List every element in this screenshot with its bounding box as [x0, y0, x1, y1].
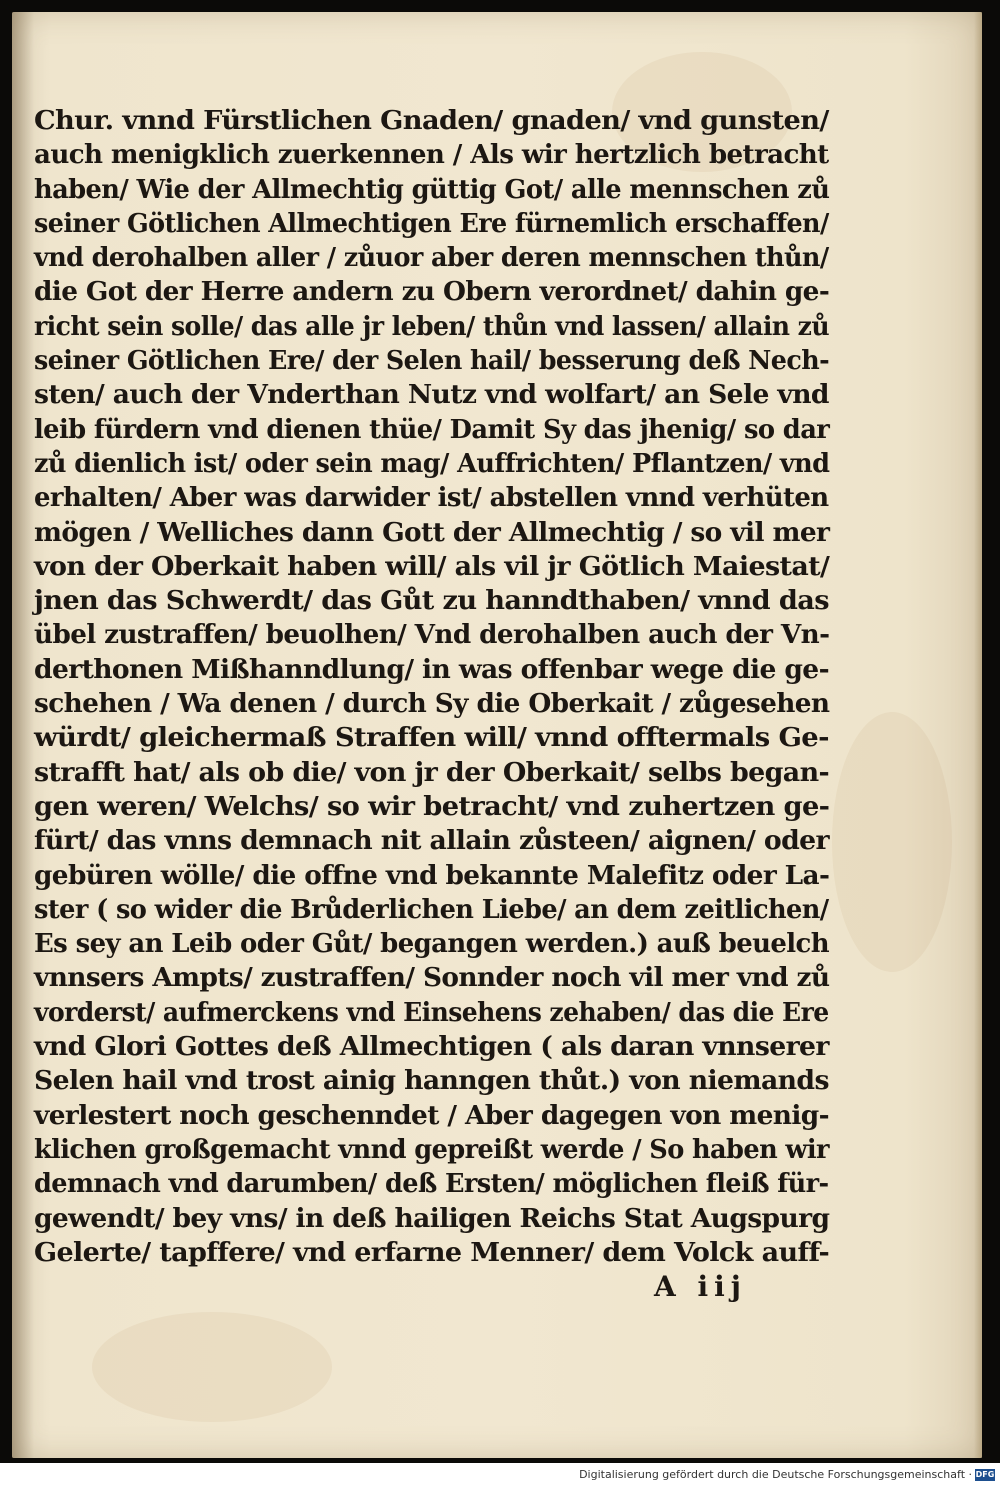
signature-mark: A iij	[654, 1270, 747, 1303]
text-line: sten/ auch der Vnderthan Nutz vnd wolfart/ an Sele vnd	[34, 380, 829, 411]
text-line: gebüren wölle/ die offne vnd bekannte Malefitz oder La-	[34, 860, 830, 891]
text-line: Selen hail vnd trost ainig hanngen thůt.) von niemands	[34, 1066, 829, 1097]
text-line: vnd Glori Gottes deß Allmechtigen ( als daran vnnserer	[34, 1032, 829, 1063]
text-line: vnnsers Ampts/ zustraffen/ Sonnder noch vil mer vnd zů	[34, 963, 830, 994]
text-line: übel zustraffen/ beuolhen/ Vnd derohalben auch der Vn-	[34, 620, 830, 651]
gutter-shadow	[12, 12, 34, 1458]
text-line: strafft hat/ als ob die/ von jr der Oberkait/ selbs began-	[34, 757, 830, 788]
text-line: vnd derohalben aller / zůuor aber deren mennschen thůn/	[34, 243, 829, 274]
text-line: richt sein solle/ das alle jr leben/ thůn vnd lassen/ allain zů	[34, 311, 830, 342]
text-line: Gelerte/ tapffere/ vnd erfarne Menner/ dem Volck auff-	[34, 1237, 830, 1268]
text-line: mögen / Welliches dann Gott der Allmechtig / so vil mer	[34, 517, 830, 548]
paper-stain	[92, 1312, 332, 1422]
text-line: von der Oberkait haben will/ als vil jr Götlich Maiestat/	[34, 551, 830, 582]
text-line: demnach vnd darumben/ deß Ersten/ möglichen fleiß für-	[34, 1169, 829, 1200]
text-line: verlestert noch geschenndet / Aber dagegen von menig-	[34, 1100, 829, 1131]
text-line: zů dienlich ist/ oder sein mag/ Auffrichten/ Pflantzen/ vnd	[34, 448, 830, 479]
text-line: leib fürdern vnd dienen thüe/ Damit Sy das jhenig/ so dar	[34, 414, 830, 445]
text-line: fürt/ das vnns demnach nit allain zůsteen/ aignen/ oder	[34, 826, 829, 857]
book-page	[12, 12, 982, 1458]
text-line: haben/ Wie der Allmechtig güttig Got/ alle mennschen zů	[34, 174, 830, 205]
text-line: vorderst/ aufmerckens vnd Einsehens zehaben/ das die Ere	[34, 997, 829, 1028]
body-text	[34, 104, 834, 1270]
text-line: Chur. vnnd Fürstlichen Gnaden/ gnaden/ vnd gunsten/	[34, 106, 829, 136]
footer-credit: Digitalisierung gefördert durch die Deutsche Forschungsgemeinschaft ·	[579, 1468, 972, 1481]
text-line: seiner Götlichen Allmechtigen Ere fürnemlich erschaffen/	[34, 208, 829, 239]
footer-bar	[0, 1463, 1000, 1488]
text-line: schehen / Wa denen / durch Sy die Oberkait / zůgesehen	[34, 689, 830, 720]
text-line: derthonen Mißhanndlung/ in was offenbar wege die ge-	[34, 654, 829, 685]
text-line: jnen das Schwerdt/ das Gůt zu hanndthaben/ vnnd das	[34, 586, 829, 617]
text-line: seiner Götlichen Ere/ der Selen hail/ besserung deß Nech-	[34, 346, 830, 377]
dfg-logo-icon: DFG	[975, 1470, 995, 1479]
text-line: die Got der Herre andern zu Obern verordnet/ dahin ge-	[34, 277, 830, 308]
text-line: gen weren/ Welchs/ so wir betracht/ vnd zuhertzen ge-	[34, 791, 830, 822]
text-line: klichen großgemacht vnnd gepreißt werde / So haben wir	[34, 1134, 829, 1165]
text-line: auch menigklich zuerkennen / Als wir hertzlich betracht	[34, 140, 829, 171]
text-line: gewendt/ bey vns/ in deß hailigen Reichs Stat Augspurg	[34, 1203, 830, 1234]
text-line: Es sey an Leib oder Gůt/ begangen werden.) auß beuelch	[34, 929, 829, 960]
text-line: würdt/ gleichermaß Straffen will/ vnnd offtermals Ge-	[34, 723, 829, 754]
page-edge	[974, 12, 982, 1458]
text-line: ster ( so wider die Brůderlichen Liebe/ an dem zeitlichen/	[34, 894, 829, 925]
text-line: erhalten/ Aber was darwider ist/ abstellen vnnd verhüten	[34, 483, 829, 514]
